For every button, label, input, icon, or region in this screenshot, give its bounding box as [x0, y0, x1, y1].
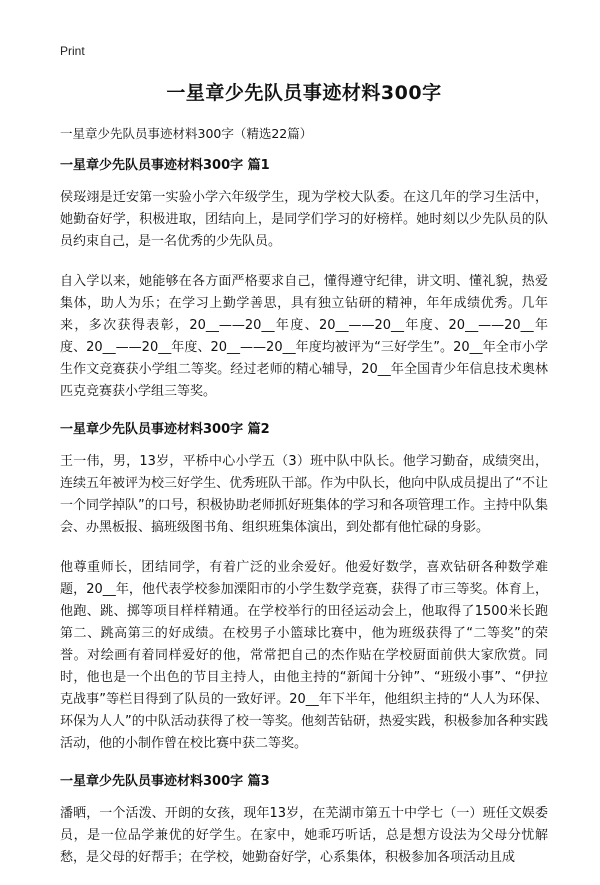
print-link[interactable]: Print [60, 44, 85, 58]
paragraph: 侯珱翊是迁安第一实验小学六年级学生，现为学校大队委。在这几年的学习生活中，她勤奋好学，积极进取，团结向上，是同学们学习的好榜样。她时刻以少先队员的队员约束自己，是一名优秀的少先队员。 [60, 190, 548, 249]
section-3 [60, 773, 548, 869]
section-heading: 一星章少先队员事迹材料300字 篇1 [60, 158, 270, 173]
section-2 [60, 421, 548, 755]
paragraph: 他尊重师长，团结同学，有着广泛的业余爱好。他爱好数学，喜欢钻研各种数学难题，20__年，他代表学校参加溧阳市的小学生数学竞赛，获得了市三等奖。体育上，他跑、跳、掷等项目样样精通。在学校举行的田径运动会上，他取得了1500米长跑第二、跳高第三的好成绩。在校男子小篮球比赛中，他为班级获得了“二等奖”的荣誉。对绘画有着同样爱好的他，常常把自己的杰作贴在学校厨面前供大家欣赏。同时，他也是一个出色的节目主持人，由他主持的“新闻十分钟”、“班级小事”、“伊拉克战事”等栏目得到了队员的一致好评。20__年下半年，他组织主持的“人人为环保、环保为人人”的中队活动获得了校一等奖。他刻苦钻研，热爱实践，积极参加各种实践活动，他的小制作曾在校比赛中获二等奖。 [60, 560, 548, 751]
paragraph: 王一伟，男，13岁，平桥中心小学五（3）班中队中队长。他学习勤奋，成绩突出，连续五年被评为校三好学生、优秀班队干部。作为中队长，他向中队成员提出了“不让一个同学掉队”的口号，积极协助老师抓好班集体的学习和各项管理工作。主持中队集会、办黑板报、搞班级图书角、组织班集体演出，到处都有他忙碌的身影。 [60, 454, 548, 535]
document-subtitle: 一星章少先队员事迹材料300字（精选22篇） [60, 126, 313, 141]
document-body [60, 78, 548, 885]
section-heading: 一星章少先队员事迹材料300字 篇3 [60, 774, 270, 789]
page-title: 一星章少先队员事迹材料300字 [166, 82, 442, 104]
paragraph: 自入学以来，她能够在各方面严格要求自己，懂得遵守纪律，讲文明、懂礼貌，热爱集体，助人为乐；在学习上勤学善思，具有独立钻研的精神，年年成绩优秀。几年来，多次获得表彰，20__——20__年度、20__——20__年度、20__——20__年度、20__——20__年度、20__——20__年度均被评为“三好学生”。20__年全市小学生作文竞赛获小学组二等奖。经过老师的精心辅导，20__年全国青少年信息技术奥林匹克竞赛获小学组三等奖。 [60, 274, 548, 399]
section-1 [60, 157, 548, 403]
section-heading: 一星章少先队员事迹材料300字 篇2 [60, 422, 270, 437]
paragraph: 潘晒，一个活泼、开朗的女孩，现年13岁，在芜湖市第五十中学七（一）班任文娱委员，是一位品学兼优的好学生。在家中，她乖巧听话，总是想方设法为父母分忧解愁，是父母的好帮手；在学校，她勤奋好学，心系集体，积极参加各项活动且成 [60, 806, 548, 865]
